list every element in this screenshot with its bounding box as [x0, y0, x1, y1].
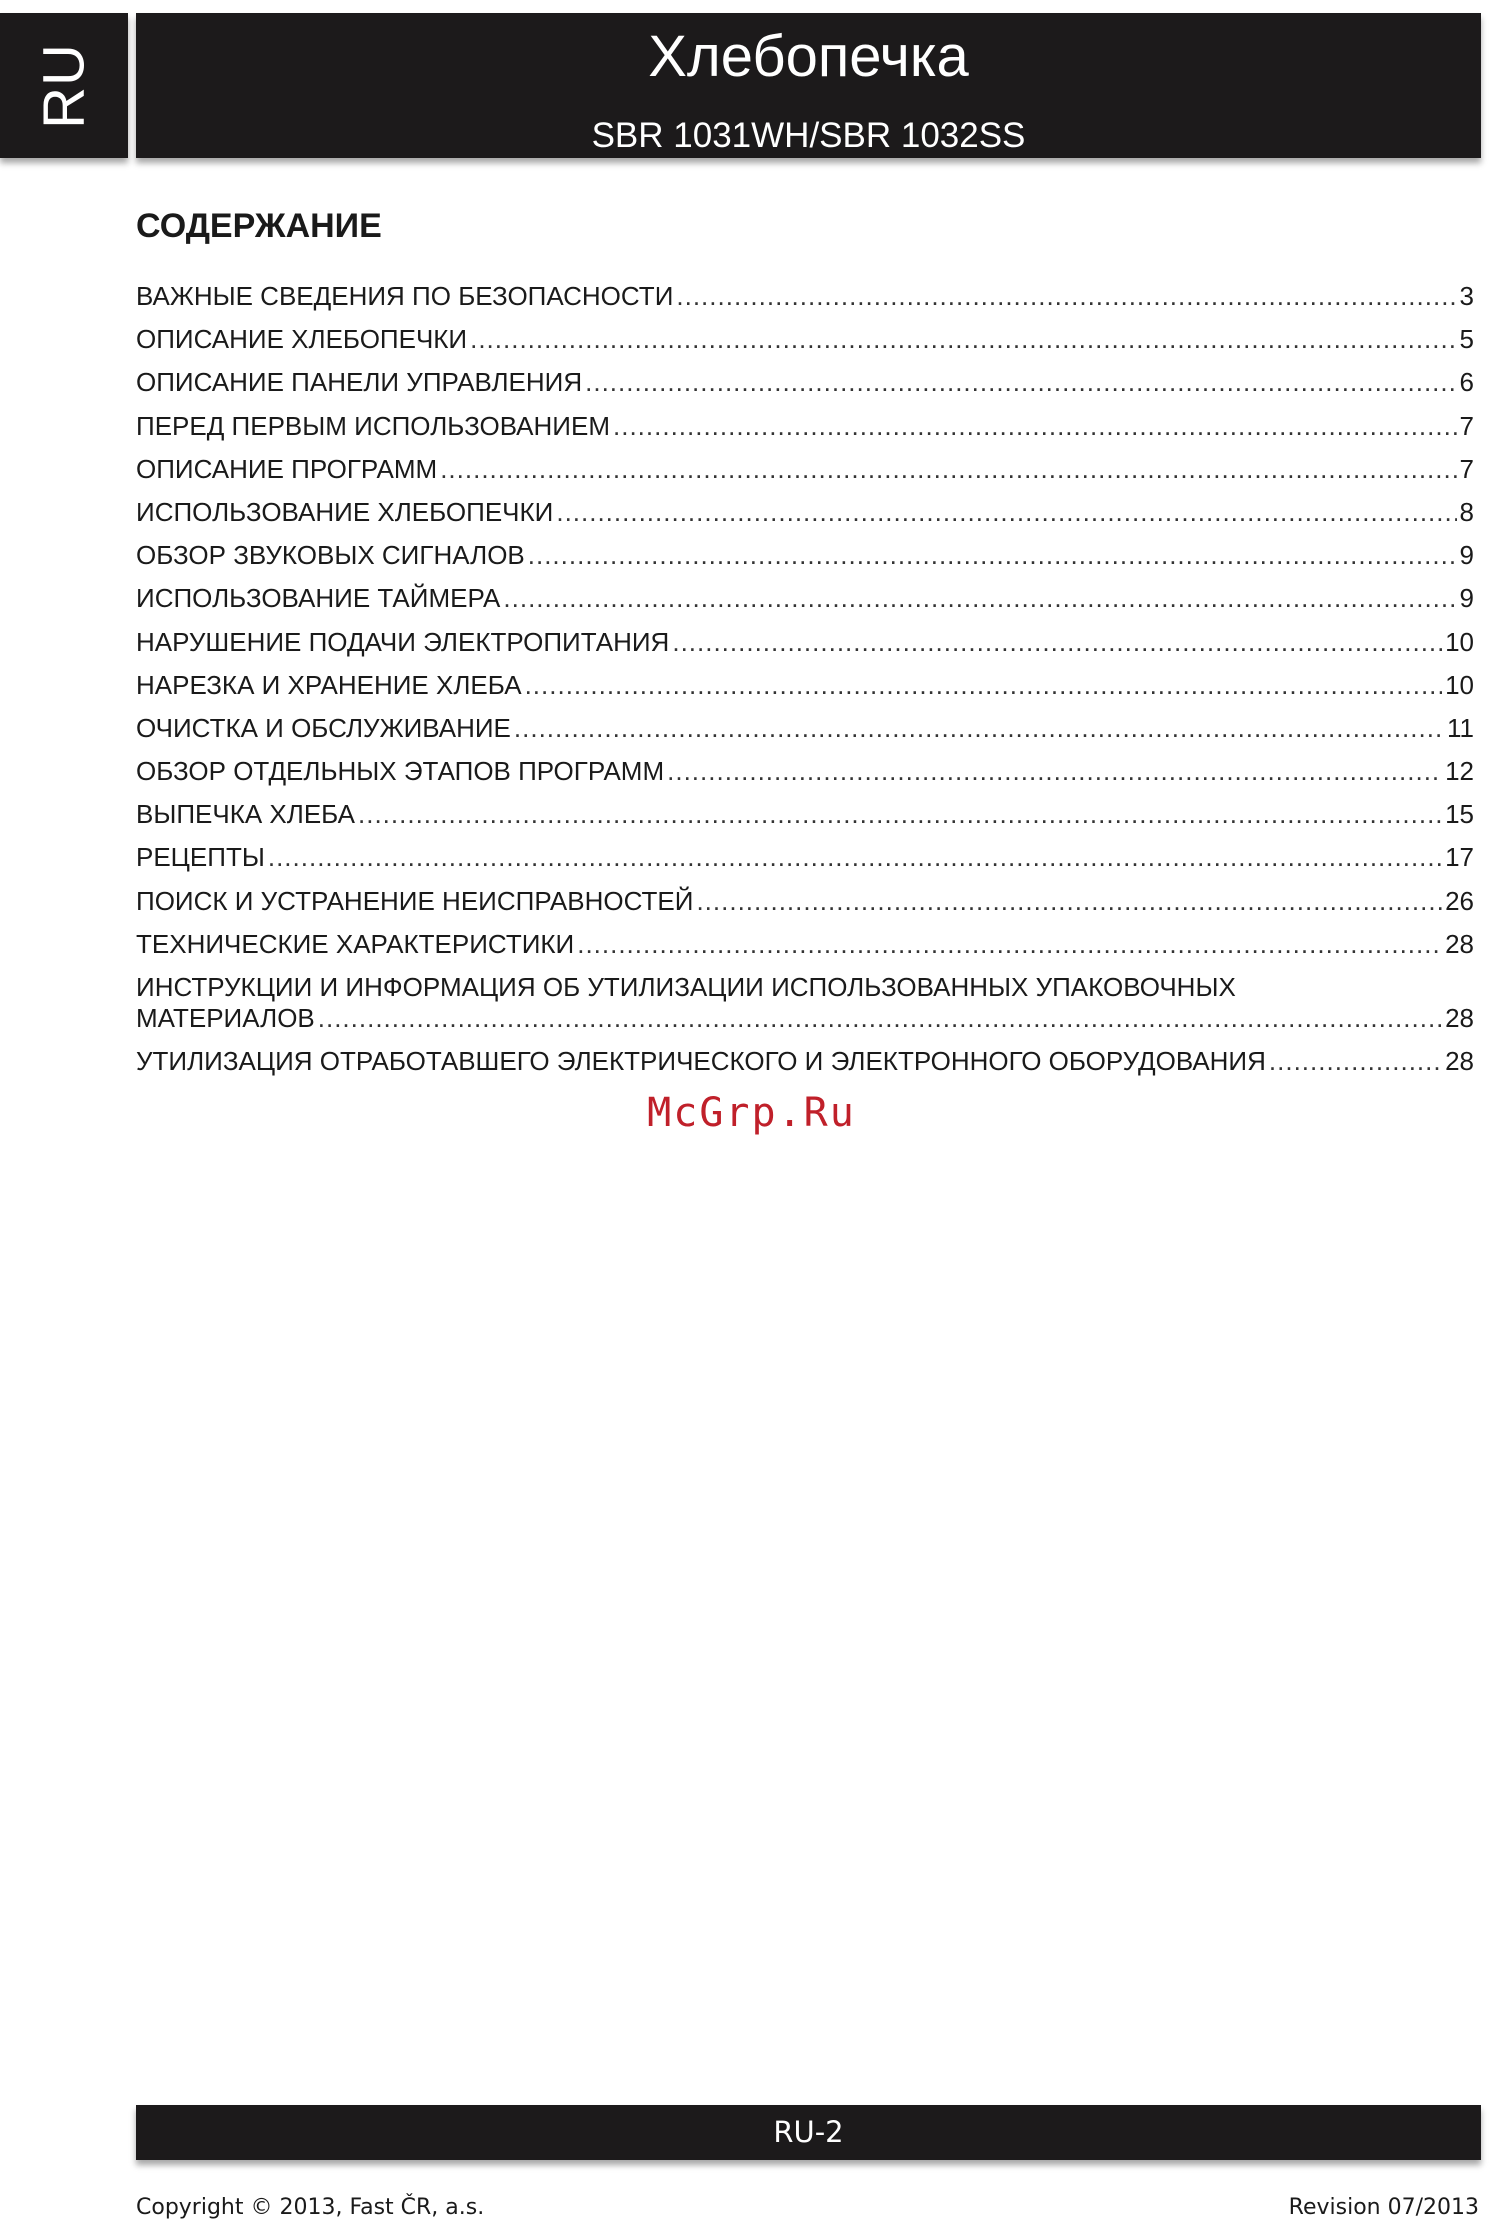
toc-item-page: 5: [1459, 324, 1474, 355]
toc-item[interactable]: [136, 540, 1474, 583]
toc-leader-dots: [585, 367, 1456, 398]
model-subtitle: SBR 1031WH/SBR 1032SS: [591, 116, 1026, 155]
toc-leader-dots: [268, 842, 1442, 873]
toc-item[interactable]: [136, 367, 1474, 410]
toc-item-page: 28: [1445, 1003, 1474, 1033]
toc-leader-dots: [667, 756, 1442, 787]
copyright: Copyright © 2013, Fast ČR, a.s.: [136, 2195, 485, 2220]
toc-leader-dots: [577, 929, 1442, 960]
toc-item-label: НАРЕЗКА И ХРАНЕНИЕ ХЛЕБА: [136, 669, 522, 700]
toc-item-label: ТЕХНИЧЕСКИЕ ХАРАКТЕРИСТИКИ: [136, 928, 575, 959]
toc-item[interactable]: [136, 583, 1474, 626]
toc-item-label-continued: МАТЕРИАЛОВ: [136, 1003, 315, 1033]
table-of-contents: [136, 281, 1474, 1089]
toc-item-page: 28: [1445, 1046, 1474, 1076]
toc-item[interactable]: [136, 627, 1474, 670]
language-tab: [0, 13, 128, 158]
toc-item-label: ОБЗОР ЗВУКОВЫХ СИГНАЛОВ: [136, 540, 525, 571]
toc-item[interactable]: [136, 972, 1474, 1046]
toc-item-label: ОПИСАНИЕ ПАНЕЛИ УПРАВЛЕНИЯ: [136, 367, 583, 398]
toc-leader-dots: [525, 670, 1443, 701]
toc-leader-dots: [470, 324, 1456, 355]
watermark: McGrp.Ru: [647, 1090, 856, 1136]
toc-item-label: ИСПОЛЬЗОВАНИЕ ХЛЕБОПЕЧКИ: [136, 496, 554, 527]
toc-item-label: ВАЖНЫЕ СВЕДЕНИЯ ПО БЕЗОПАСНОСТИ: [136, 281, 674, 311]
toc-item-page: 9: [1459, 540, 1474, 571]
toc-leader-dots: [676, 281, 1456, 312]
toc-item[interactable]: [136, 670, 1474, 713]
toc-leader-dots: [528, 540, 1457, 571]
toc-leader-dots: [440, 454, 1456, 485]
toc-item-page: 10: [1445, 626, 1474, 657]
toc-item-page: 10: [1445, 669, 1474, 700]
toc-leader-dots: [556, 497, 1456, 528]
toc-leader-dots: [613, 411, 1457, 442]
toc-item-label: ОЧИСТКА И ОБСЛУЖИВАНИЕ: [136, 712, 511, 743]
toc-item[interactable]: [136, 497, 1474, 540]
toc-item-page: 17: [1445, 842, 1474, 873]
revision: Revision 07/2013: [1288, 2195, 1479, 2220]
toc-item-label: ИНСТРУКЦИИ И ИНФОРМАЦИЯ ОБ УТИЛИЗАЦИИ ИСПОЛЬЗОВАННЫХ УПАКОВОЧНЫХ: [136, 972, 1236, 1002]
toc-item-label: ОПИСАНИЕ ХЛЕБОПЕЧКИ: [136, 324, 468, 355]
toc-item-page: 7: [1459, 410, 1474, 441]
toc-heading: СОДЕРЖАНИЕ: [136, 207, 382, 245]
toc-item-label: ОБЗОР ОТДЕЛЬНЫХ ЭТАПОВ ПРОГРАММ: [136, 756, 665, 787]
toc-item[interactable]: [136, 281, 1474, 324]
toc-item-page: 6: [1459, 367, 1474, 398]
toc-item-page: 26: [1445, 885, 1474, 916]
toc-item-label: НАРУШЕНИЕ ПОДАЧИ ЭЛЕКТРОПИТАНИЯ: [136, 626, 670, 657]
toc-item[interactable]: [136, 1046, 1474, 1089]
toc-leader-dots: [696, 886, 1442, 917]
toc-leader-dots: [514, 713, 1444, 744]
toc-item[interactable]: [136, 799, 1474, 842]
toc-item-page: 12: [1445, 756, 1474, 787]
toc-item[interactable]: [136, 886, 1474, 929]
toc-item-page: 15: [1445, 799, 1474, 830]
toc-item[interactable]: [136, 842, 1474, 885]
toc-item-label: ОПИСАНИЕ ПРОГРАММ: [136, 453, 438, 484]
toc-item[interactable]: [136, 756, 1474, 799]
toc-leader-dots: [672, 627, 1442, 658]
page-title: Хлебопечка: [648, 24, 969, 89]
toc-item-page: 11: [1447, 712, 1474, 743]
toc-leader-dots: [318, 1003, 1442, 1034]
page-number: RU-2: [773, 2115, 844, 2149]
toc-leader-dots: [503, 583, 1456, 614]
language-label: RU: [31, 42, 97, 129]
toc-item-page: 9: [1459, 583, 1474, 614]
toc-item[interactable]: [136, 929, 1474, 972]
toc-item[interactable]: [136, 454, 1474, 497]
toc-item-page: 8: [1459, 496, 1474, 527]
toc-leader-dots: [1269, 1046, 1442, 1077]
toc-item[interactable]: [136, 713, 1474, 756]
toc-item-label: ПОИСК И УСТРАНЕНИЕ НЕИСПРАВНОСТЕЙ: [136, 885, 694, 916]
page-number-bar: [136, 2105, 1481, 2160]
toc-item-label: ПЕРЕД ПЕРВЫМ ИСПОЛЬЗОВАНИЕМ: [136, 410, 610, 441]
toc-leader-dots: [358, 799, 1442, 830]
title-bar: [136, 13, 1481, 158]
toc-item[interactable]: [136, 324, 1474, 367]
toc-item-label: РЕЦЕПТЫ: [136, 842, 265, 873]
toc-item-page: 28: [1445, 928, 1474, 959]
toc-item[interactable]: [136, 411, 1474, 454]
toc-item-label: ВЫПЕЧКА ХЛЕБА: [136, 799, 356, 830]
toc-item-page: 3: [1459, 281, 1474, 311]
toc-item-label: УТИЛИЗАЦИЯ ОТРАБОТАВШЕГО ЭЛЕКТРИЧЕСКОГО И ЭЛЕКТРОННОГО ОБОРУДОВАНИЯ: [136, 1046, 1266, 1076]
toc-item-label: ИСПОЛЬЗОВАНИЕ ТАЙМЕРА: [136, 583, 501, 614]
toc-item-page: 7: [1459, 453, 1474, 484]
